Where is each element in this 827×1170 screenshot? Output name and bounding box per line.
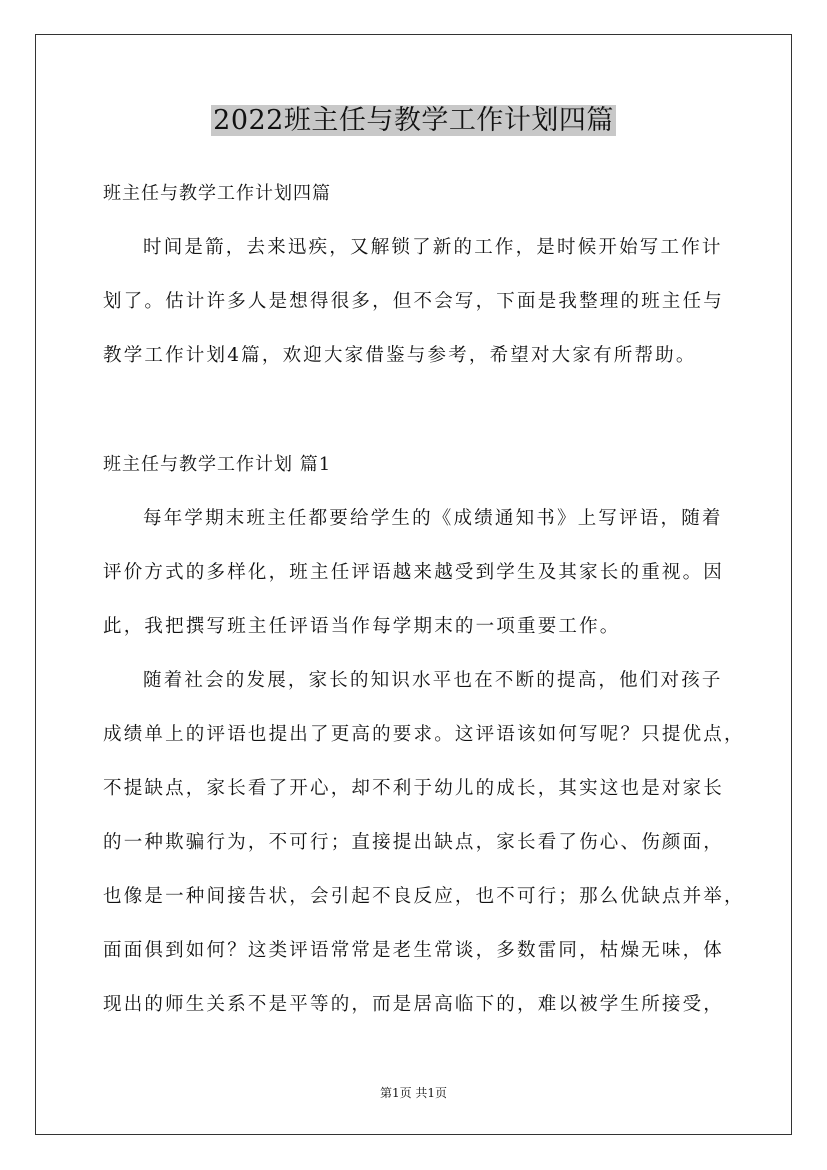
page-footer: 第1页 共1页	[379, 1086, 448, 1100]
paragraph-line: 面面俱到如何？这类评语常常是老生常谈，多数雷同，枯燥无味，体	[103, 940, 725, 961]
paragraph-line: 也像是一种间接告状，会引起不良反应，也不可行；那么优缺点并举，	[103, 886, 745, 907]
paragraph-line: 成绩单上的评语也提出了更高的要求。这评语该如何写呢？只提优点，	[103, 724, 745, 745]
paragraph-line: 随着社会的发展，家长的知识水平也在不断的提高，他们对孩子	[143, 670, 723, 691]
section-heading: 班主任与教学工作计划 篇1	[103, 454, 332, 475]
paragraph-line: 的一种欺骗行为，不可行；直接提出缺点，家长看了伤心、伤颜面，	[103, 832, 725, 853]
intro-line: 划了。估计许多人是想得很多，但不会写，下面是我整理的班主任与	[103, 291, 725, 312]
paragraph-line: 评价方式的多样化，班主任评语越来越受到学生及其家长的重视。因	[103, 562, 725, 583]
paragraph-line: 每年学期末班主任都要给学生的《成绩通知书》上写评语，随着	[143, 508, 723, 529]
document-subtitle: 班主任与教学工作计划四篇	[103, 183, 331, 204]
document-title: 2022班主任与教学工作计划四篇	[213, 105, 614, 136]
intro-line: 时间是箭，去来迅疾，又解锁了新的工作，是时候开始写工作计	[143, 237, 723, 258]
intro-line: 教学工作计划4篇，欢迎大家借鉴与参考，希望对大家有所帮助。	[103, 345, 697, 366]
paragraph-line: 不提缺点，家长看了开心，却不利于幼儿的成长，其实这也是对家长	[103, 778, 725, 799]
paragraph-line: 现出的师生关系不是平等的，而是居高临下的，难以被学生所接受，	[103, 994, 725, 1015]
paragraph-line: 此，我把撰写班主任评语当作每学期末的一项重要工作。	[103, 616, 621, 637]
